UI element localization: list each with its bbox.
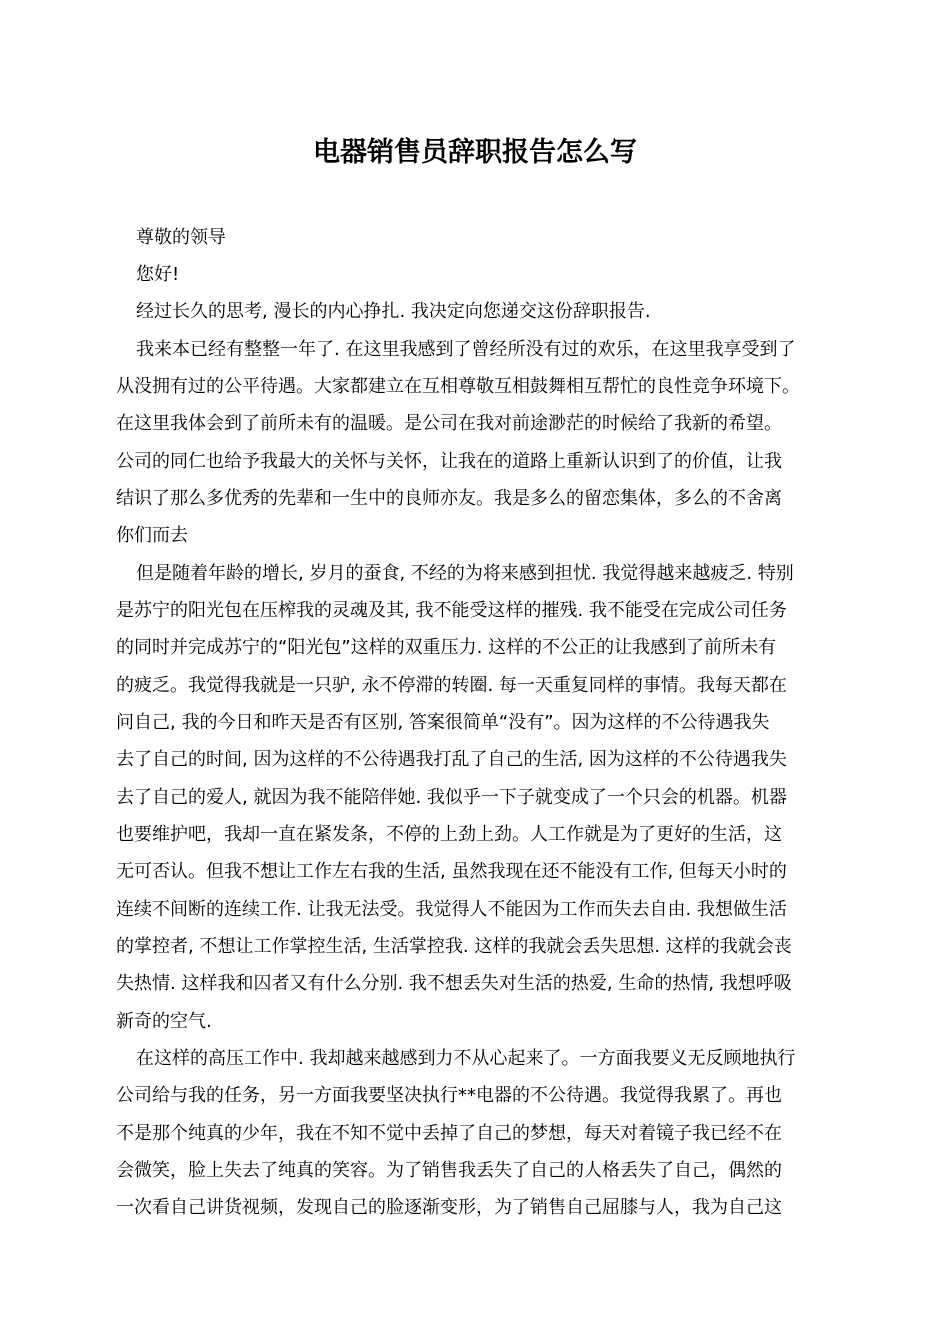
paragraph-line: 连续不间断的连续工作. 让我无法受。我觉得人不能因为工作而失去自由. 我想做生活	[116, 899, 787, 920]
paragraph-line: 从没拥有过的公平待遇。大家都建立在互相尊敬互相鼓舞相互帮忙的良性竞争环境下。	[116, 376, 800, 397]
paragraph-line: 也要维护吧，我却一直在紧发条，不停的上劲上劲。人工作就是为了更好的生活，这	[116, 824, 782, 845]
salutation: 尊敬的领导	[136, 227, 226, 248]
document-title: 电器销售员辞职报告怎么写	[313, 137, 637, 168]
paragraph-line: 是苏宁的阳光包在压榨我的灵魂及其, 我不能受这样的摧残. 我不能受在完成公司任务	[116, 600, 787, 621]
paragraph-line: 问自己, 我的今日和昨天是否有区别, 答案很简单“没有”。因为这样的不公待遇我失	[116, 712, 770, 733]
paragraph-line: 失热情. 这样我和囚者又有什么分别. 我不想丢失对生活的热爱, 生命的热情, 我想呼吸	[116, 973, 792, 994]
paragraph-line: 新奇的空气.	[116, 1011, 212, 1032]
paragraph-line: 公司给与我的任务，另一方面我要坚决执行**电器的不公待遇。我觉得我累了。再也	[116, 1085, 782, 1106]
paragraph-line: 去了自己的时间, 因为这样的不公待遇我打乱了自己的生活, 因为这样的不公待遇我失	[116, 749, 787, 770]
paragraph-line: 结识了那么多优秀的先辈和一生中的良师亦友。我是多么的留恋集体，多么的不舍离	[116, 488, 782, 509]
paragraph-line: 但是随着年龄的增长, 岁月的蚕食, 不经的为将来感到担忧. 我觉得越来越疲乏. 特别	[136, 563, 794, 584]
paragraph-line: 的疲乏。我觉得我就是一只驴, 永不停滞的转圈. 每一天重复同样的事情。我每天都在	[116, 675, 787, 696]
paragraph-line: 你们而去	[116, 525, 188, 546]
paragraph-line: 在这里我体会到了前所未有的温暖。是公司在我对前途渺茫的时候给了我新的希望。	[116, 413, 782, 434]
paragraph-line: 我来本已经有整整一年了. 在这里我感到了曾经所没有过的欢乐，在这里我享受到了	[136, 339, 796, 360]
paragraph-line: 会微笑，脸上失去了纯真的笑容。为了销售我丢失了自己的人格丢失了自己，偶然的	[116, 1160, 782, 1181]
paragraph-line: 无可否认。但我不想让工作左右我的生活, 虽然我现在还不能没有工作, 但每天小时的	[116, 861, 787, 882]
paragraph-line: 不是那个纯真的少年，我在不知不觉中丢掉了自己的梦想，每天对着镜子我已经不在	[116, 1123, 782, 1144]
paragraph-line: 经过长久的思考, 漫长的内心挣扎. 我决定向您递交这份辞职报告.	[136, 301, 651, 322]
paragraph-line: 的掌控者, 不想让工作掌控生活, 生活掌控我. 这样的我就会丢失思想. 这样的我就会丧	[116, 936, 792, 957]
paragraph-line: 去了自己的爱人, 就因为我不能陪伴她. 我似乎一下子就变成了一个只会的机器。机器	[116, 787, 787, 808]
paragraph-line: 一次看自己讲货视频，发现自己的脸逐渐变形，为了销售自己屈膝与人，我为自己这	[116, 1197, 782, 1218]
paragraph-line: 在这样的高压工作中. 我却越来越感到力不从心起来了。一方面我要义无反顾地执行	[136, 1048, 796, 1069]
greeting: 您好!	[136, 264, 180, 285]
paragraph-line: 的同时并完成苏宁的“阳光包”这样的双重压力. 这样的不公正的让我感到了前所未有	[116, 637, 777, 658]
paragraph-line: 公司的同仁也给予我最大的关怀与关怀，让我在的道路上重新认识到了的价值，让我	[116, 451, 782, 472]
